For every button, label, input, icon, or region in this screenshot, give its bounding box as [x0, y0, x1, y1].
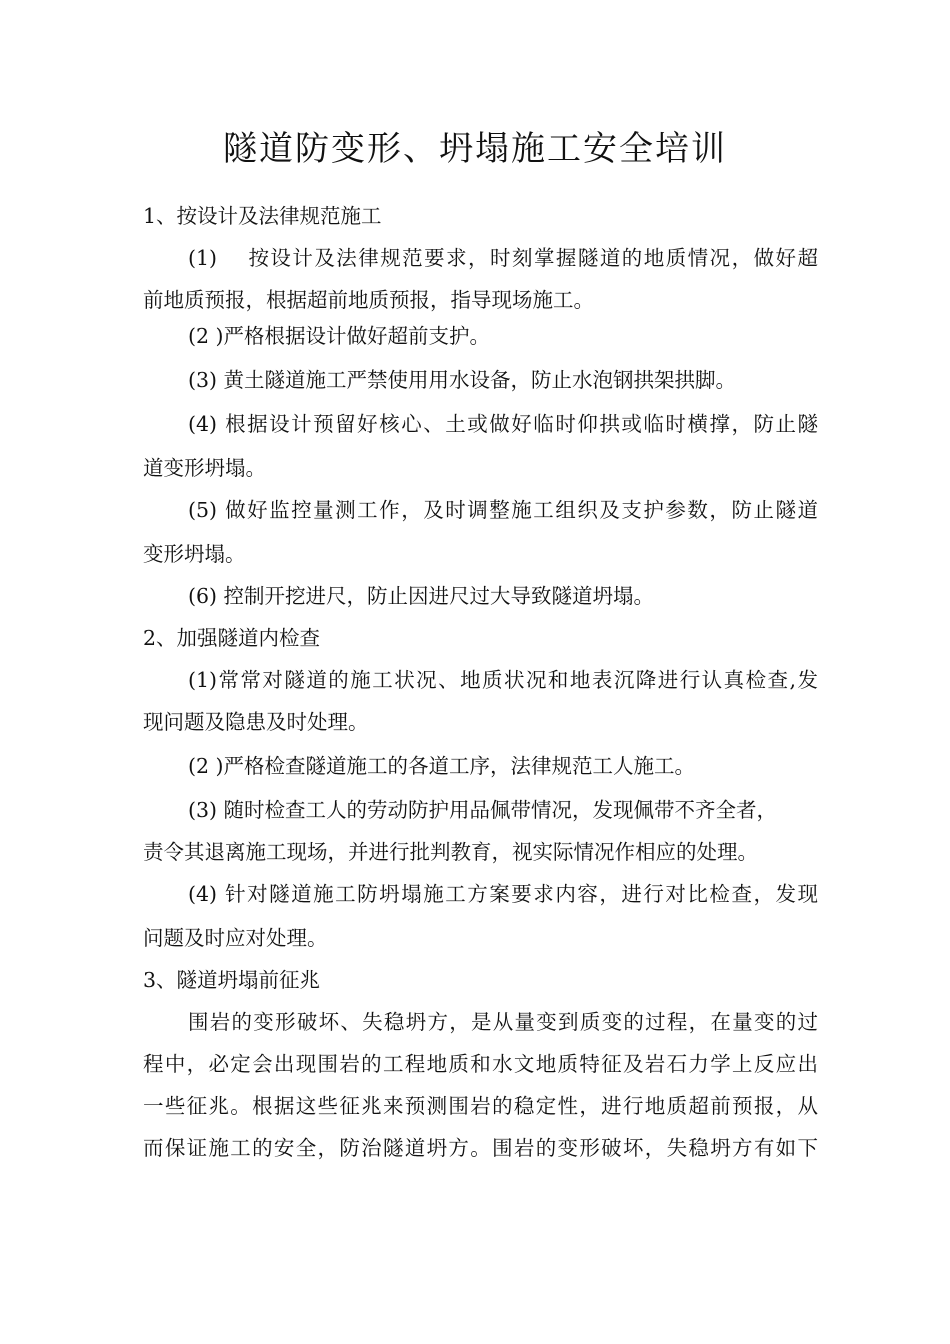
paragraph-line: 责令其退离施工现场，并进行批判教育，视实际情况作相应的处理。: [143, 840, 758, 864]
document-title: 隧道防变形、坍塌施工安全培训: [223, 128, 727, 169]
section-heading-1: 1、按设计及法律规范施工: [143, 204, 382, 228]
paragraph-line: 现问题及隐患及时处理。: [143, 710, 369, 734]
paragraph-line: 程中，必定会出现围岩的工程地质和水文地质特征及岩石力学上反应出: [143, 1052, 818, 1076]
paragraph-line: 变形坍塌。: [143, 542, 246, 566]
section-heading-3: 3、隧道坍塌前征兆: [143, 968, 321, 992]
paragraph-line: (3) 黄土隧道施工严禁使用用水设备，防止水泡钢拱架拱脚。: [188, 368, 737, 392]
paragraph-line: 道变形坍塌。: [143, 456, 266, 480]
paragraph-line: (1) 按设计及法律规范要求，时刻掌握隧道的地质情况，做好超: [188, 246, 818, 270]
paragraph-line: (6) 控制开挖进尺，防止因进尺过大导致隧道坍塌。: [188, 584, 655, 608]
paragraph-line: (2 )严格根据设计做好超前支护。: [188, 324, 491, 348]
paragraph-line: (4) 根据设计预留好核心、土或做好临时仰拱或临时横撑，防止隧: [188, 412, 818, 436]
paragraph-line: (1)常常对隧道的施工状况、地质状况和地表沉降进行认真检查,发: [188, 668, 818, 692]
paragraph-line: 前地质预报，根据超前地质预报，指导现场施工。: [143, 288, 594, 312]
paragraph-line: (2 )严格检查隧道施工的各道工序，法律规范工人施工。: [188, 754, 696, 778]
paragraph-line: 一些征兆。根据这些征兆来预测围岩的稳定性，进行地质超前预报，从: [143, 1094, 818, 1118]
paragraph-line: 而保证施工的安全，防治隧道坍方。围岩的变形破坏，失稳坍方有如下: [143, 1136, 818, 1160]
paragraph-line: (4) 针对隧道施工防坍塌施工方案要求内容，进行对比检查，发现: [188, 882, 818, 906]
paragraph-line: (5) 做好监控量测工作，及时调整施工组织及支护参数，防止隧道: [188, 498, 818, 522]
section-heading-2: 2、加强隧道内检查: [143, 626, 321, 650]
paragraph-line: (3) 随时检查工人的劳动防护用品佩带情况，发现佩带不齐全者，: [188, 798, 778, 822]
paragraph-line: 围岩的变形破坏、失稳坍方，是从量变到质变的过程，在量变的过: [188, 1010, 818, 1034]
paragraph-line: 问题及时应对处理。: [143, 926, 328, 950]
